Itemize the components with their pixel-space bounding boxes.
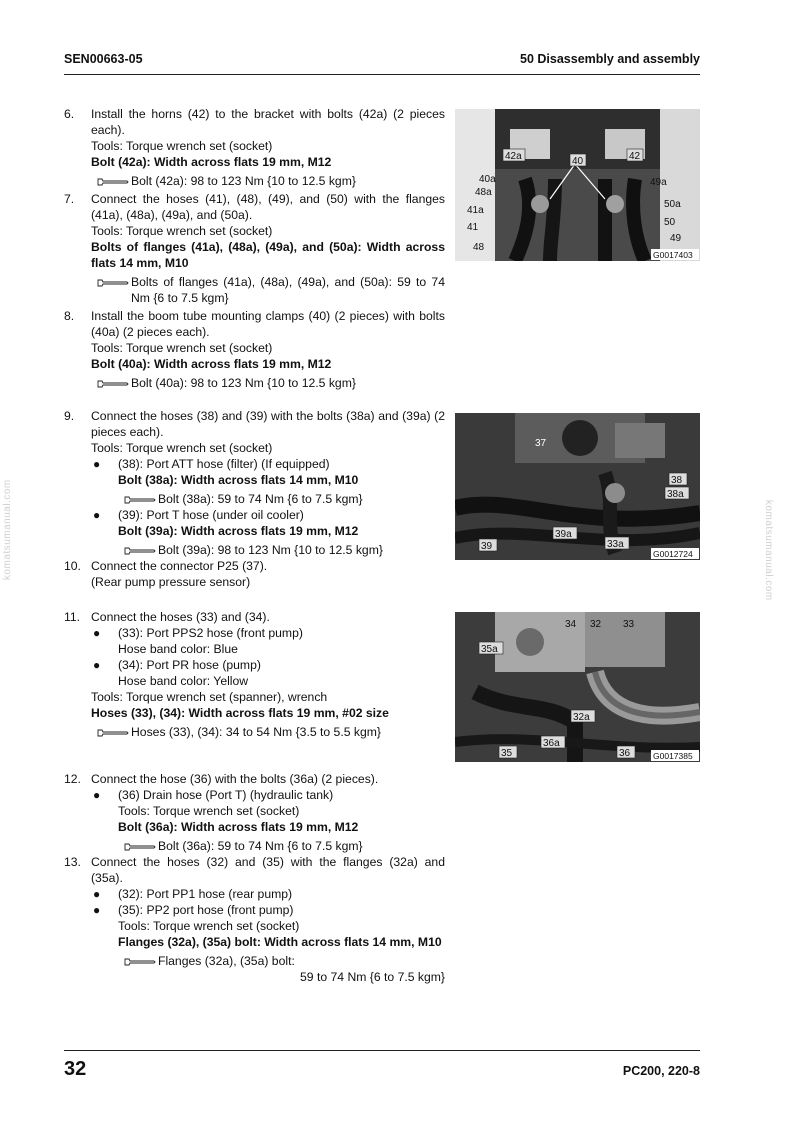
callout-label: 38 [671, 475, 683, 486]
spec-text: Bolt (36a): Width across flats 19 mm, M12 [118, 820, 359, 834]
callout-label: 48a [475, 187, 492, 198]
bullet-icon: ● [93, 457, 101, 471]
spec-text: Bolt (40a): Width across flats 19 mm, M12 [91, 357, 332, 371]
bullet-icon: ● [93, 788, 101, 802]
tools-text: Tools: Torque wrench set (socket) [91, 441, 273, 455]
bullet-item [91, 902, 445, 985]
torque-wrench-icon [124, 495, 156, 504]
step-number: 11. [64, 610, 81, 624]
footer-rule [64, 1050, 700, 1051]
step-text: Connect the hoses (38) and (39) with the bolts (38a) and (39a) (2 pieces each). [91, 409, 445, 439]
watermark-right: komatsumanual.com [763, 500, 774, 601]
torque-spec [118, 838, 445, 854]
callout-label: 42a [505, 151, 522, 162]
callout-label: 40 [572, 156, 584, 167]
bullet-text: (34): Port PR hose (pump) [118, 658, 261, 672]
section-title: 50 Disassembly and assembly [520, 52, 700, 66]
spec-text: Bolts of flanges (41a), (48a), (49a), and (50a): Width across flats 14 mm, M10 [91, 240, 445, 270]
tools-text: Tools: Torque wrench set (socket) [91, 139, 273, 153]
steps-12-13 [64, 771, 445, 985]
step-9 [64, 408, 445, 558]
callout-label: 33 [623, 619, 635, 630]
bullet-text: (35): PP2 port hose (front pump) [118, 903, 294, 917]
callout-label: 39a [555, 529, 572, 540]
callout-label: 39 [481, 541, 493, 552]
torque-spec [118, 953, 445, 969]
step-11 [64, 609, 445, 740]
photo-att-hose [455, 413, 700, 560]
bullet-subtext: Hose band color: Blue [118, 642, 238, 656]
bullet-text: (32): Port PP1 hose (rear pump) [118, 887, 293, 901]
tools-text: Tools: Torque wrench set (socket) [118, 804, 300, 818]
step-text: Install the horns (42) to the bracket with bolts (42a) (2 pieces each). [91, 107, 445, 137]
watermark-left: komatsumanual.com [2, 479, 13, 580]
bullet-subtext: Hose band color: Yellow [118, 674, 249, 688]
callout-label: 49 [670, 233, 682, 244]
callout-label: 48 [473, 242, 485, 253]
torque-wrench-icon [97, 379, 129, 388]
callout-label: 41a [467, 205, 484, 216]
torque-value: Flanges (32a), (35a) bolt: [158, 954, 295, 968]
torque-spec [91, 375, 445, 391]
torque-value: Bolts of flanges (41a), (48a), (49a), and (50a): 59 to 74 Nm {6 to 7.5 kgm} [131, 275, 445, 305]
bullet-item [91, 787, 445, 854]
torque-spec [91, 724, 445, 740]
callout-label: 32 [590, 619, 602, 630]
tools-text: Tools: Torque wrench set (socket) [118, 919, 300, 933]
torque-spec [118, 542, 445, 558]
tools-text: Tools: Torque wrench set (spanner), wrench [91, 690, 328, 704]
step-text: Connect the hoses (33) and (34). [91, 610, 270, 624]
step-text: Connect the connector P25 (37). [91, 559, 268, 573]
bullet-text: (36) Drain hose (Port T) (hydraulic tank) [118, 788, 334, 802]
torque-spec [118, 491, 445, 507]
tools-text: Tools: Torque wrench set (socket) [91, 224, 273, 238]
steps-6-8 [64, 106, 445, 391]
torque-value: Bolt (38a): 59 to 74 Nm {6 to 7.5 kgm} [158, 492, 363, 506]
bullet-item [91, 625, 445, 657]
torque-wrench-icon [124, 957, 156, 966]
bullet-icon: ● [93, 887, 101, 901]
step-10 [64, 558, 445, 590]
photo-code: G0012724 [653, 549, 693, 559]
step-number: 13. [64, 855, 81, 869]
torque-wrench-icon [97, 177, 129, 186]
bullet-text: (38): Port ATT hose (filter) (If equipped) [118, 457, 330, 471]
torque-value: Bolt (36a): 59 to 74 Nm {6 to 7.5 kgm} [158, 839, 363, 853]
bullet-icon: ● [93, 903, 101, 917]
photo-illustration [455, 109, 700, 261]
torque-spec [91, 274, 445, 306]
photo-illustration [455, 413, 700, 560]
spec-text: Bolt (38a): Width across flats 14 mm, M10 [118, 473, 359, 487]
torque-wrench-icon [124, 842, 156, 851]
callout-label: 35 [501, 748, 513, 759]
bullet-item [91, 507, 445, 558]
step-number: 10. [64, 559, 81, 573]
spec-text: Flanges (32a), (35a) bolt: Width across flats 14 mm, M10 [118, 935, 442, 949]
bullet-icon: ● [93, 508, 101, 522]
bullet-text: (39): Port T hose (under oil cooler) [118, 508, 304, 522]
callout-label: 41 [467, 222, 479, 233]
step-7 [64, 191, 445, 306]
step-text: Connect the hoses (32) and (35) with the flanges (32a) and (35a). [91, 855, 445, 885]
spec-text: Hoses (33), (34): Width across flats 19 mm, #02 size [91, 706, 389, 720]
step-13 [64, 854, 445, 985]
step-number: 8. [64, 309, 75, 323]
callout-label: 33a [607, 539, 624, 550]
callout-label: 42 [629, 151, 641, 162]
photo-horns-flanges [455, 109, 700, 261]
step-number: 7. [64, 192, 75, 206]
bullet-item [91, 657, 445, 689]
callout-label: 50 [664, 217, 676, 228]
steps-9-10 [64, 408, 445, 590]
step-text: Install the boom tube mounting clamps (40) (2 pieces) with bolts (40a) (2 pieces each). [91, 309, 445, 339]
torque-value: Bolt (40a): 98 to 123 Nm {10 to 12.5 kgm} [131, 376, 356, 390]
photo-code: G0017385 [653, 751, 693, 761]
document-id: SEN00663-05 [64, 52, 143, 66]
torque-wrench-icon [97, 278, 129, 287]
header-rule [64, 74, 700, 75]
torque-value: Bolt (42a): 98 to 123 Nm {10 to 12.5 kgm} [131, 174, 356, 188]
torque-value-cont: 59 to 74 Nm {6 to 7.5 kgm} [300, 970, 445, 984]
callout-label: 40a [479, 174, 496, 185]
bullet-icon: ● [93, 626, 101, 640]
step-11-block [64, 609, 445, 740]
tools-text: Tools: Torque wrench set (socket) [91, 341, 273, 355]
torque-wrench-icon [124, 546, 156, 555]
page-number: 32 [64, 1058, 87, 1080]
spec-text: Bolt (42a): Width across flats 19 mm, M12 [91, 155, 332, 169]
step-6 [64, 106, 445, 189]
torque-spec [91, 173, 445, 189]
torque-value: Hoses (33), (34): 34 to 54 Nm {3.5 to 5.5 kgm} [131, 725, 381, 739]
torque-value: Bolt (39a): 98 to 123 Nm {10 to 12.5 kgm} [158, 543, 383, 557]
torque-wrench-icon [97, 728, 129, 737]
page-header [64, 52, 700, 70]
callout-label: 49a [650, 177, 667, 188]
photo-illustration [455, 612, 700, 762]
step-text-2: (Rear pump pressure sensor) [91, 575, 251, 589]
callout-label: 37 [535, 438, 547, 449]
bullet-item [91, 886, 445, 902]
callout-label: 34 [565, 619, 577, 630]
bullet-icon: ● [93, 658, 101, 672]
callout-label: 38a [667, 489, 684, 500]
step-number: 9. [64, 409, 75, 423]
photo-code: G0017403 [653, 250, 693, 260]
bullet-item [91, 456, 445, 507]
callout-label: 35a [481, 644, 498, 655]
photo-pump-hoses [455, 612, 700, 762]
model-name: PC200, 220-8 [622, 1064, 700, 1078]
step-number: 12. [64, 772, 81, 786]
callout-label: 32a [573, 712, 590, 723]
step-text: Connect the hoses (41), (48), (49), and (50) with the flanges (41a), (48a), (49a), and (50a). [91, 192, 445, 222]
callout-label: 36a [543, 738, 560, 749]
step-text: Connect the hose (36) with the bolts (36a) (2 pieces). [91, 772, 379, 786]
callout-label: 36 [619, 748, 631, 759]
callout-label: 50a [664, 199, 681, 210]
step-8 [64, 308, 445, 391]
spec-text: Bolt (39a): Width across flats 19 mm, M12 [118, 524, 359, 538]
bullet-text: (33): Port PPS2 hose (front pump) [118, 626, 303, 640]
step-12 [64, 771, 445, 854]
step-number: 6. [64, 107, 75, 121]
